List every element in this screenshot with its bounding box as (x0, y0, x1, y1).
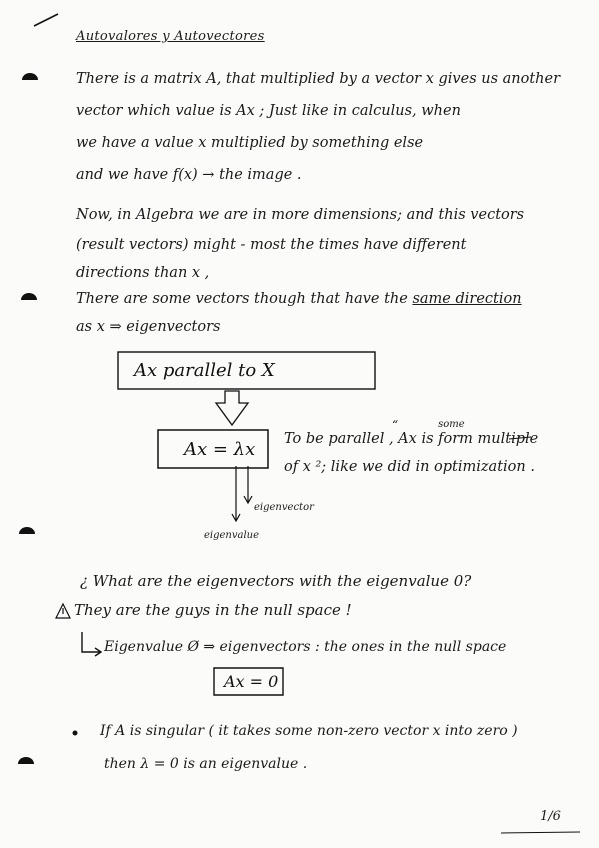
page-number-line (501, 832, 580, 833)
arrow-to-eigenvector (244, 466, 252, 503)
same-direction-underlined: same direction (412, 291, 522, 307)
para2-line1: Now, in Algebra we are in more dimensions; and this vectors (76, 207, 525, 223)
explain-inserted-word: some (438, 419, 465, 430)
para3-line1 (76, 292, 522, 307)
question-line: ¿ What are the eigenvectors with the eigenvalue 0? (80, 572, 472, 590)
bullet-line2: then λ = 0 is an eigenvalue . (104, 756, 308, 772)
explain-crossed-word: form (438, 431, 473, 447)
explain-line1 (284, 419, 539, 447)
box-ax-parallel: Ax parallel to X (134, 360, 275, 381)
page-title: Autovalores y Autovectores (76, 29, 265, 44)
para1-line3: we have a value x multiplied by something else (76, 135, 424, 151)
para1-line2: vector which value is Ax ; Just like in calculus, when (76, 103, 461, 119)
explain-text-a: To be parallel , Ax is (284, 431, 434, 447)
pen-stroke-mark (34, 14, 58, 26)
explain-correction (438, 419, 473, 447)
page-number: 1/6 (540, 809, 561, 824)
para2-line3: directions than x , (76, 265, 210, 281)
answer-line1: They are the guys in the null space ! (74, 601, 352, 619)
para1-line1: There is a matrix A, that multiplied by a vector x gives us another (76, 71, 561, 87)
para1-line4: and we have f(x) → the image . (76, 167, 302, 183)
punch-hole-3 (19, 527, 35, 534)
answer-line2: Eigenvalue Ø ⇒ eigenvectors : the ones in the null space (104, 639, 507, 655)
para3-text: There are some vectors though that have the (76, 291, 408, 307)
arrow-to-eigenvalue (232, 466, 240, 521)
label-eigenvector-1: eigenvector (254, 502, 314, 513)
explain-line2: of x ²; like we did in optimization . (284, 459, 535, 475)
punch-hole-1 (22, 73, 38, 80)
bullet-line1: If A is singular ( it takes some non-zero vector x into zero ) (100, 723, 518, 739)
bullet-dot (73, 731, 78, 736)
punch-hole-2 (21, 293, 37, 300)
box-eigen-equation: Ax = λx (184, 439, 256, 460)
implication-arrow (216, 391, 248, 425)
hook-arrow (82, 632, 101, 656)
para3-line2: as x ⇒ eigenvectors (76, 319, 221, 335)
label-eigenvalue: eigenvalue (204, 530, 260, 541)
explain-quote-mark: “ (392, 418, 399, 432)
punch-hole-4 (18, 757, 34, 764)
explain-text-b: multiple (477, 431, 539, 447)
box-ax-zero: Ax = 0 (224, 672, 279, 691)
para2-line2: (result vectors) might - most the times have different (76, 237, 467, 253)
